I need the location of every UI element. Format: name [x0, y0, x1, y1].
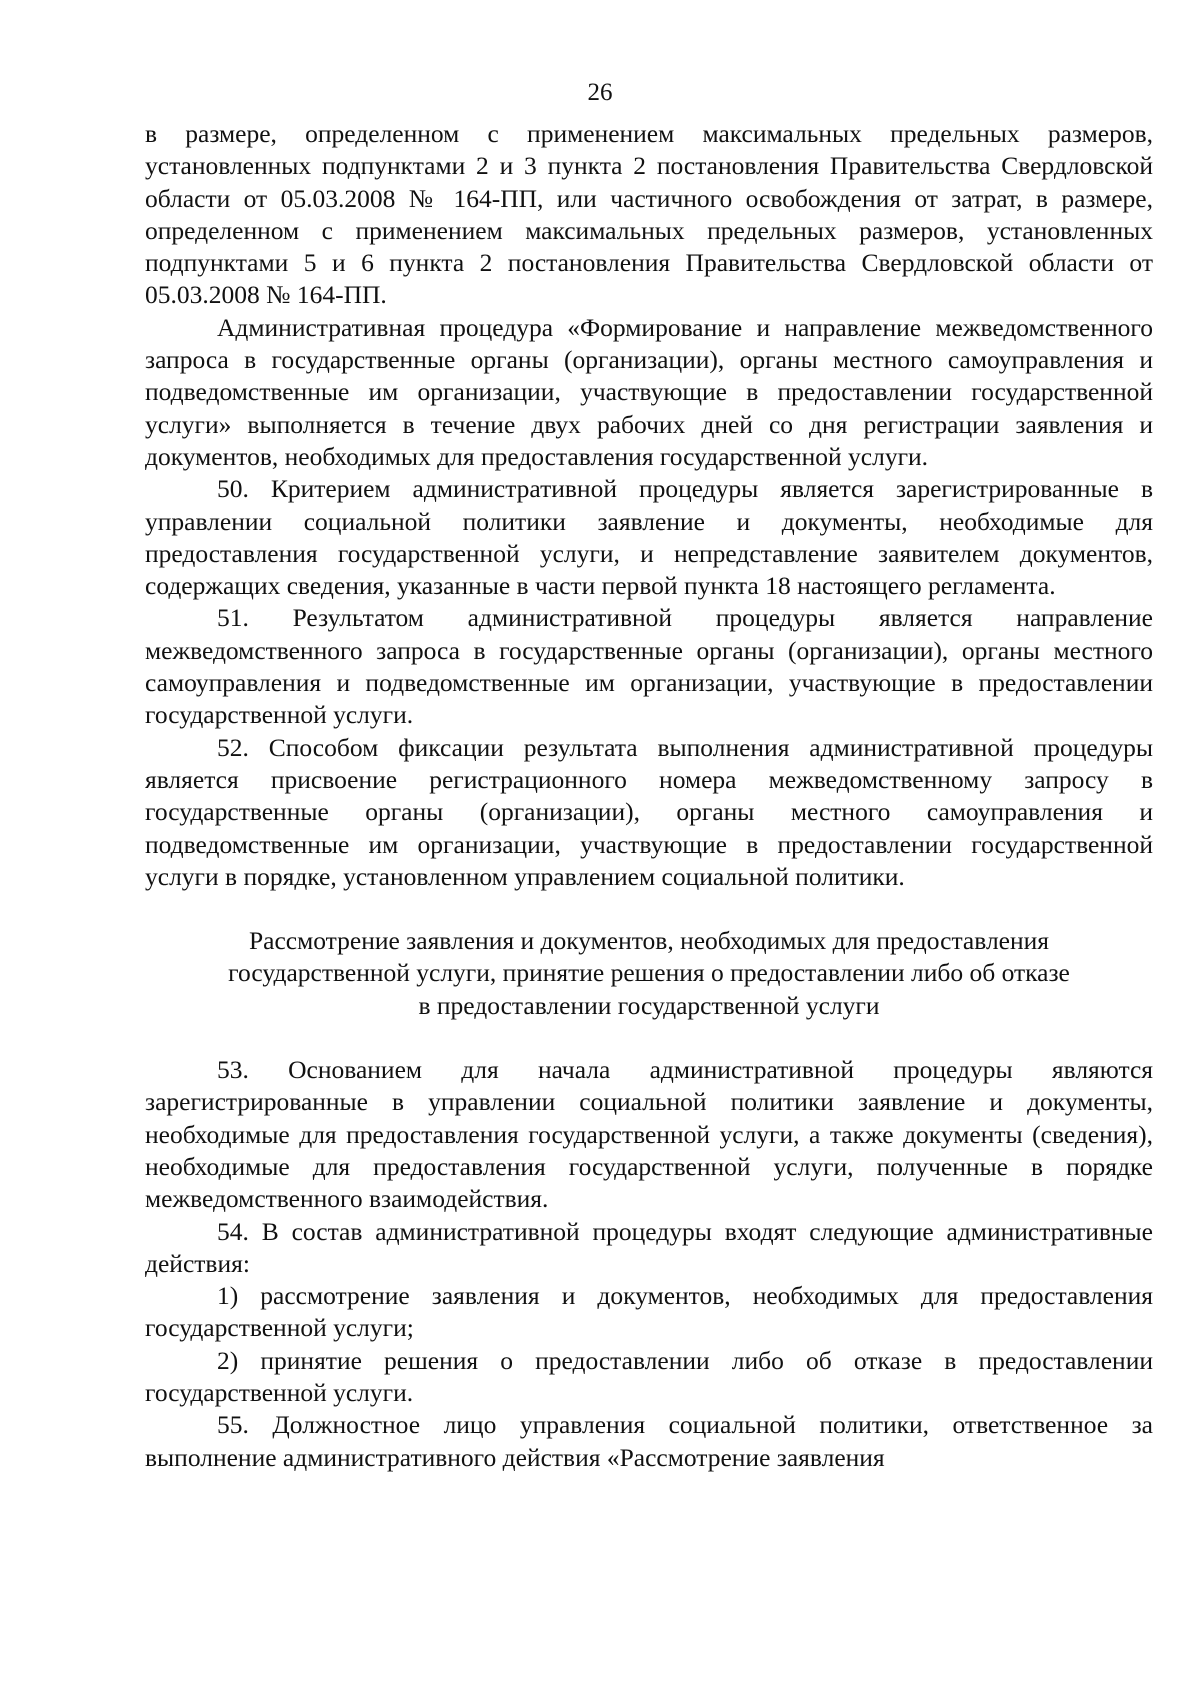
paragraphs-before-heading [145, 118, 1153, 893]
paragraph-54: 54. В состав административной процедуры входят следующие административные действия: [145, 1216, 1153, 1278]
document-body [145, 118, 1153, 1474]
paragraph-52: 52. Способом фиксации результата выполнения административной процедуры является присвоение регистрационного номера межведомственному запросу в государственные органы (организации), органы местного самоуправления и подведомственные им организации, участвующие в предоставлении государственной услуги в порядке, установленном управлением социальной политики. [145, 732, 1153, 891]
paragraph-54-2: 2) принятие решения о предоставлении либо об отказе в предоставлении государственной услуги. [145, 1345, 1153, 1407]
page-number: 26 [587, 79, 613, 106]
paragraph-procedure: Административная процедура «Формирование и направление межведомственного запроса в государственные органы (организации), органы местного самоуправления и подведомственные им организации, участвующие в предоставлении государственной услуги» выполняется в течение двух рабочих дней со дня регистрации заявления и документов, необходимых для предоставления государственной услуги. [145, 312, 1153, 471]
section-heading [145, 925, 1153, 1022]
section-heading-line: Рассмотрение заявления и документов, необходимых для предоставления [248, 926, 1050, 956]
paragraphs-after-heading [145, 1054, 1153, 1474]
section-heading-line: в предоставлении государственной услуги [418, 990, 880, 1020]
paragraph-50: 50. Критерием административной процедуры является зарегистрированные в управлении социальной политики заявление и документы, необходимые для предоставления государственной услуги, и непредставление заявителем документов, содержащих сведения, указанные в части первой пункта 18 настоящего регламента. [145, 474, 1153, 601]
paragraph-54-1: 1) рассмотрение заявления и документов, необходимых для предоставления государственной услуги; [145, 1281, 1153, 1343]
section-heading-line: государственной услуги, принятие решения о предоставлении либо об отказе [228, 958, 1070, 988]
paragraph-53: 53. Основанием для начала административной процедуры являются зарегистрированные в управлении социальной политики заявление и документы, необходимые для предоставления государственной услуги, а также документы (сведения), необходимые для предоставления государственной услуги, полученные в порядке межведомственного взаимодействия. [145, 1055, 1153, 1214]
paragraph-continuation: в размере, определенном с применением максимальных предельных размеров, установленных подпунктами 2 и 3 пункта 2 постановления Правительства Свердловской области от 05.03.2008 № 164-ПП, или частичного освобождения от затрат, в размере, определенном с применением максимальных предельных размеров, установленных подпунктами 5 и 6 пункта 2 постановления Правительства Свердловской области от 05.03.2008 № 164-ПП. [145, 119, 1153, 310]
paragraph-55: 55. Должностное лицо управления социальной политики, ответственное за выполнение административного действия «Рассмотрение заявления [145, 1410, 1153, 1472]
paragraph-51: 51. Результатом административной процедуры является направление межведомственного запроса в государственные органы (организации), органы местного самоуправления и подведомственные им организации, участвующие в предоставлении государственной услуги. [145, 603, 1153, 730]
